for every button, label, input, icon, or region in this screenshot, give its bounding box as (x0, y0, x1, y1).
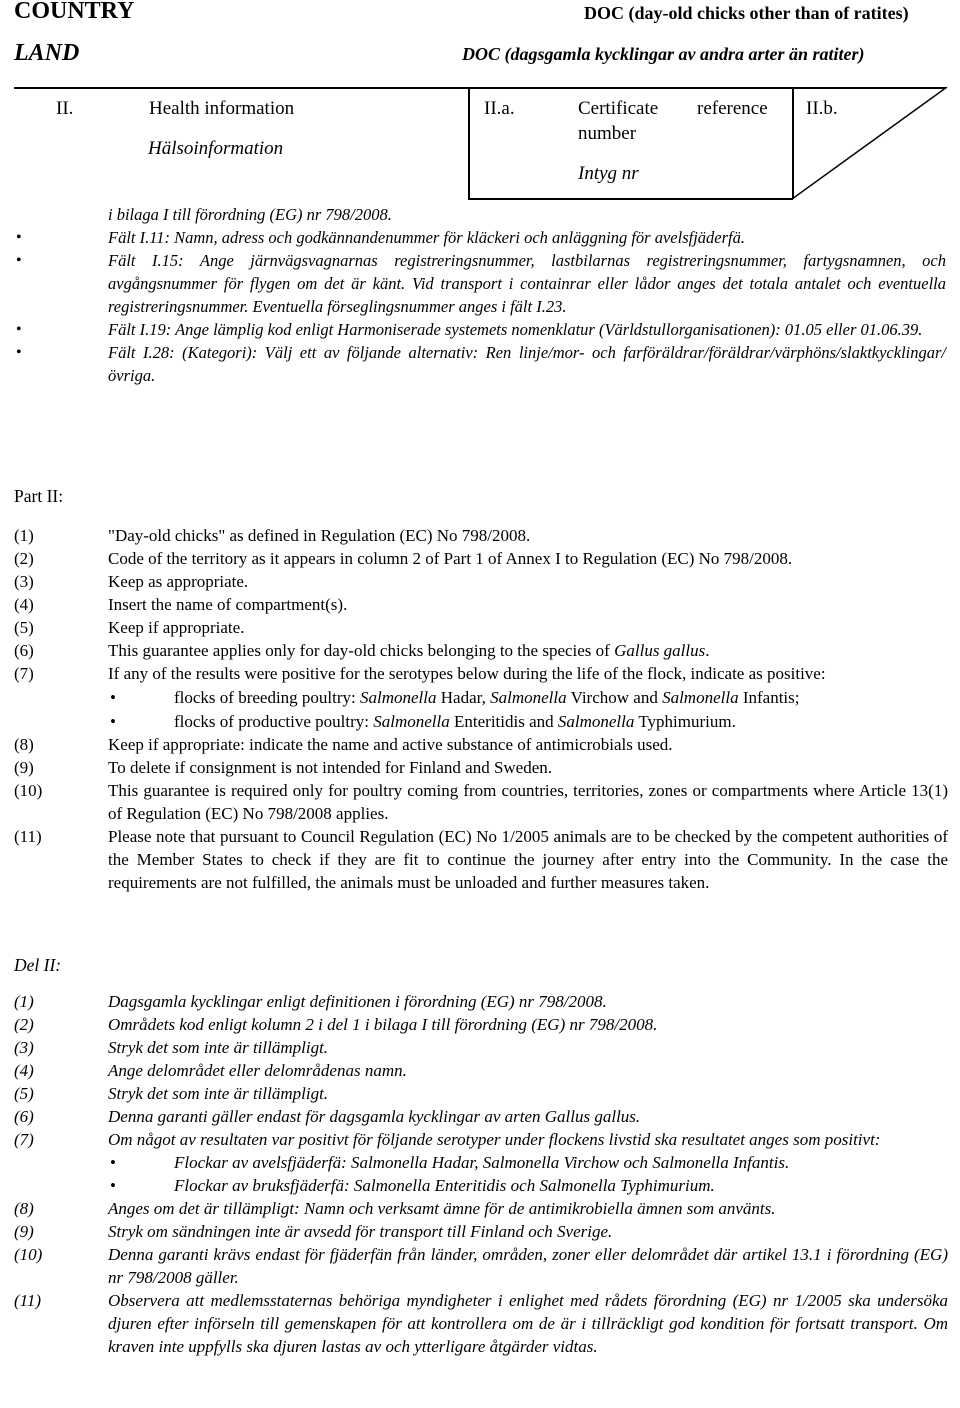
list-item (14, 1105, 948, 1128)
genus-name: Salmonella (557, 712, 635, 731)
section-title-sv: Hälsoinformation (148, 138, 284, 159)
sub-item-text: Flockar av avelsfjäderfä: Salmonella Hadar, Salmonella Virchow och Salmonella Infantis. (174, 1153, 790, 1172)
item-number: (1) (14, 992, 34, 1011)
sub-text-part: Virchow and (566, 688, 663, 707)
note-text: i bilaga I till förordning (EG) nr 798/2008. (108, 205, 392, 224)
list-item (14, 547, 948, 570)
sub-text-part: Enteritidis and (449, 712, 558, 731)
section-number: II. (56, 98, 74, 119)
item-number: (5) (14, 618, 34, 637)
note-text: Fält I.11: Namn, adress och godkännandenummer för kläckeri och anläggning för avelsfjäderfä. (108, 228, 745, 247)
part2-sv-list (14, 990, 948, 1358)
list-item (14, 570, 948, 593)
cert-number-label: II.a. (484, 98, 515, 119)
item-text: Insert the name of compartment(s). (108, 595, 348, 614)
note-item (16, 318, 946, 341)
item-number: (4) (14, 1061, 34, 1080)
item-number: (10) (14, 781, 43, 800)
header-divider-1 (468, 87, 470, 199)
cert-label-3: number (578, 123, 637, 144)
item-text: Områdets kod enligt kolumn 2 i del 1 i bilaga I till förordning (EG) nr 798/2008. (108, 1015, 658, 1034)
sub-text-part: flocks of productive poultry: (174, 712, 374, 731)
sub-text-part: Hadar, (436, 688, 491, 707)
list-item (14, 524, 948, 547)
item-number: (7) (14, 1130, 34, 1149)
item-number: (10) (14, 1245, 43, 1264)
list-item (14, 756, 948, 779)
sub-item (14, 710, 948, 733)
item-text: Stryk det som inte är tillämpligt. (108, 1084, 329, 1103)
sub-item (14, 686, 948, 709)
item-text: "Day-old chicks" as defined in Regulation (EC) No 798/2008. (108, 526, 531, 545)
note-item (16, 226, 946, 249)
item-text: Om något av resultaten var positivt för följande serotyper under flockens livstid ska resultatet anges som positivt: (108, 1130, 881, 1149)
part2-en-list (14, 524, 948, 894)
sub-text-part: Infantis; (738, 688, 800, 707)
bullet-icon: • (110, 712, 116, 731)
item-text: Keep if appropriate: indicate the name and active substance of antimicrobials used. (108, 735, 673, 754)
item-text: Ange delområdet eller delområdenas namn. (108, 1061, 407, 1080)
item-text: Stryk om sändningen inte är avsedd för transport till Finland och Sverige. (108, 1222, 613, 1241)
sub-item-text (174, 710, 948, 733)
list-item (14, 639, 948, 662)
list-item (14, 1220, 948, 1243)
list-item (14, 662, 948, 685)
genus-name: Salmonella (360, 688, 437, 707)
cert-label-2: reference (697, 98, 768, 119)
item-text: Anges om det är tillämpligt: Namn och verksamt ämne för de antimikrobiella ämnen som använts. (108, 1199, 776, 1218)
item-text: Keep as appropriate. (108, 572, 249, 591)
list-item (14, 1289, 948, 1358)
item-number: (9) (14, 758, 34, 777)
item-text: This guarantee is required only for poultry coming from countries, territories, zones or compartments where Article 13(1) of Regulation (EC) No 798/2008 applies. (108, 781, 948, 823)
item-number: (11) (14, 827, 42, 846)
note-item (16, 341, 946, 387)
item-text: Keep if appropriate. (108, 618, 245, 637)
list-item (14, 733, 948, 756)
item-number: (6) (14, 1107, 34, 1126)
doc-title-en: DOC (day-old chicks other than of ratites) (584, 3, 909, 23)
section-b-label: II.b. (806, 98, 838, 119)
item-text: Observera att medlemsstaternas behöriga myndigheter i enlighet med rådets förordning (EG) nr 1/2005 ska undersöka djuren efter införseln till gemenskapen för att kontrollera om de är i tillräckligt god kondition för fortsatt transport. Om kraven inte uppfylls ska djuren lastas av och ytterligare åtgärder vidtas. (108, 1291, 948, 1356)
item-text-part: This guarantee applies only for day-old chicks belonging to the species of (108, 641, 615, 660)
item-number: (11) (14, 1291, 42, 1310)
cert-label-sv: Intyg nr (578, 163, 639, 184)
item-number: (2) (14, 1015, 34, 1034)
item-number: (3) (14, 1038, 34, 1057)
item-text: If any of the results were positive for the serotypes below during the life of the flock, indicate as positive: (108, 664, 826, 683)
item-text: Denna garanti gäller endast för dagsgamla kycklingar av arten Gallus gallus. (108, 1107, 641, 1126)
bullet-icon: • (16, 321, 22, 338)
bullet-icon: • (110, 688, 116, 707)
sub-item-text: Flockar av bruksfjäderfä: Salmonella Enteritidis och Salmonella Typhimurium. (174, 1176, 715, 1195)
list-item (14, 1197, 948, 1220)
bullet-icon: • (16, 252, 22, 269)
list-item (14, 825, 948, 894)
list-item (14, 1036, 948, 1059)
part2-sv-heading: Del II: (14, 955, 62, 975)
item-text: Dagsgamla kycklingar enligt definitionen i förordning (EG) nr 798/2008. (108, 992, 607, 1011)
item-number: (3) (14, 572, 34, 591)
item-number: (9) (14, 1222, 34, 1241)
item-number: (2) (14, 549, 34, 568)
note-text: Fält I.15: Ange järnvägsvagnarnas registreringsnummer, lastbilarnas registreringsnummer, fartygsnamnen, och avgångsnummer för flygen om det är känt. Vid transport i containrar eller lådor anges det totala antalet och eventuella registreringsnummer. Eventuella förseglingsnummer anges i fält I.23. (108, 251, 946, 316)
note-text: Fält I.28: (Kategori): Välj ett av följande alternativ: Ren linje/mor- och farföräldrar/föräldrar/värphöns/slaktkycklingar/övriga. (108, 343, 946, 385)
item-text: Stryk det som inte är tillämpligt. (108, 1038, 329, 1057)
item-number: (6) (14, 641, 34, 660)
note-item (108, 203, 946, 226)
item-number: (8) (14, 1199, 34, 1218)
part2-en-heading: Part II: (14, 486, 64, 506)
land-label: LAND (14, 40, 80, 66)
item-text-part: . (705, 641, 710, 660)
item-text: Denna garanti krävs endast för fjäderfän från länder, områden, zoner eller delområdet där artikel 13.1 i förordning (EG) nr 798/2008 gäller. (108, 1245, 948, 1287)
list-item (14, 1059, 948, 1082)
note-item (16, 249, 946, 318)
list-item (14, 593, 948, 616)
sub-item (14, 1151, 948, 1174)
bullet-icon: • (16, 229, 22, 246)
genus-name: Salmonella (490, 688, 567, 707)
list-item (14, 1082, 948, 1105)
item-text (108, 639, 948, 662)
item-number: (7) (14, 664, 34, 683)
notes-swedish (16, 203, 946, 387)
item-number: (4) (14, 595, 34, 614)
item-number: (8) (14, 735, 34, 754)
section-title-en: Health information (149, 98, 295, 119)
genus-name: Salmonella (662, 688, 739, 707)
bullet-icon: • (110, 1176, 116, 1195)
list-item (14, 1128, 948, 1151)
genus-name: Salmonella (373, 712, 450, 731)
list-item (14, 616, 948, 639)
list-item (14, 1243, 948, 1289)
bullet-icon: • (110, 1153, 116, 1172)
list-item (14, 990, 948, 1013)
item-number: (1) (14, 526, 34, 545)
item-number: (5) (14, 1084, 34, 1103)
bullet-icon: • (16, 344, 22, 361)
cert-label-1: Certificate (578, 98, 659, 119)
sub-item-text (174, 686, 948, 709)
species-name: Gallus gallus (614, 641, 706, 660)
note-text: Fält I.19: Ange lämplig kod enligt Harmoniserade systemets nomenklatur (Världstullorganisationen): 01.05 eller 01.06.39. (108, 320, 923, 339)
sub-text-part: Typhimurium. (634, 712, 736, 731)
list-item (14, 779, 948, 825)
item-text: Please note that pursuant to Council Regulation (EC) No 1/2005 animals are to be checked by the competent authorities of the Member States to check if they are fit to continue the journey after entry into the Community. In the case the requirements are not fulfilled, the animals must be unloaded and further measures taken. (108, 827, 948, 892)
item-text: To delete if consignment is not intended for Finland and Sweden. (108, 758, 553, 777)
item-text: Code of the territory as it appears in column 2 of Part 1 of Annex I to Regulation (EC) No 798/2008. (108, 549, 793, 568)
country-label: COUNTRY (14, 0, 135, 24)
sub-item (14, 1174, 948, 1197)
doc-title-sv: DOC (dagsgamla kycklingar av andra arter än ratiter) (462, 44, 865, 64)
header-bottom-line (468, 198, 793, 200)
sub-text-part: flocks of breeding poultry: (174, 688, 361, 707)
list-item (14, 1013, 948, 1036)
